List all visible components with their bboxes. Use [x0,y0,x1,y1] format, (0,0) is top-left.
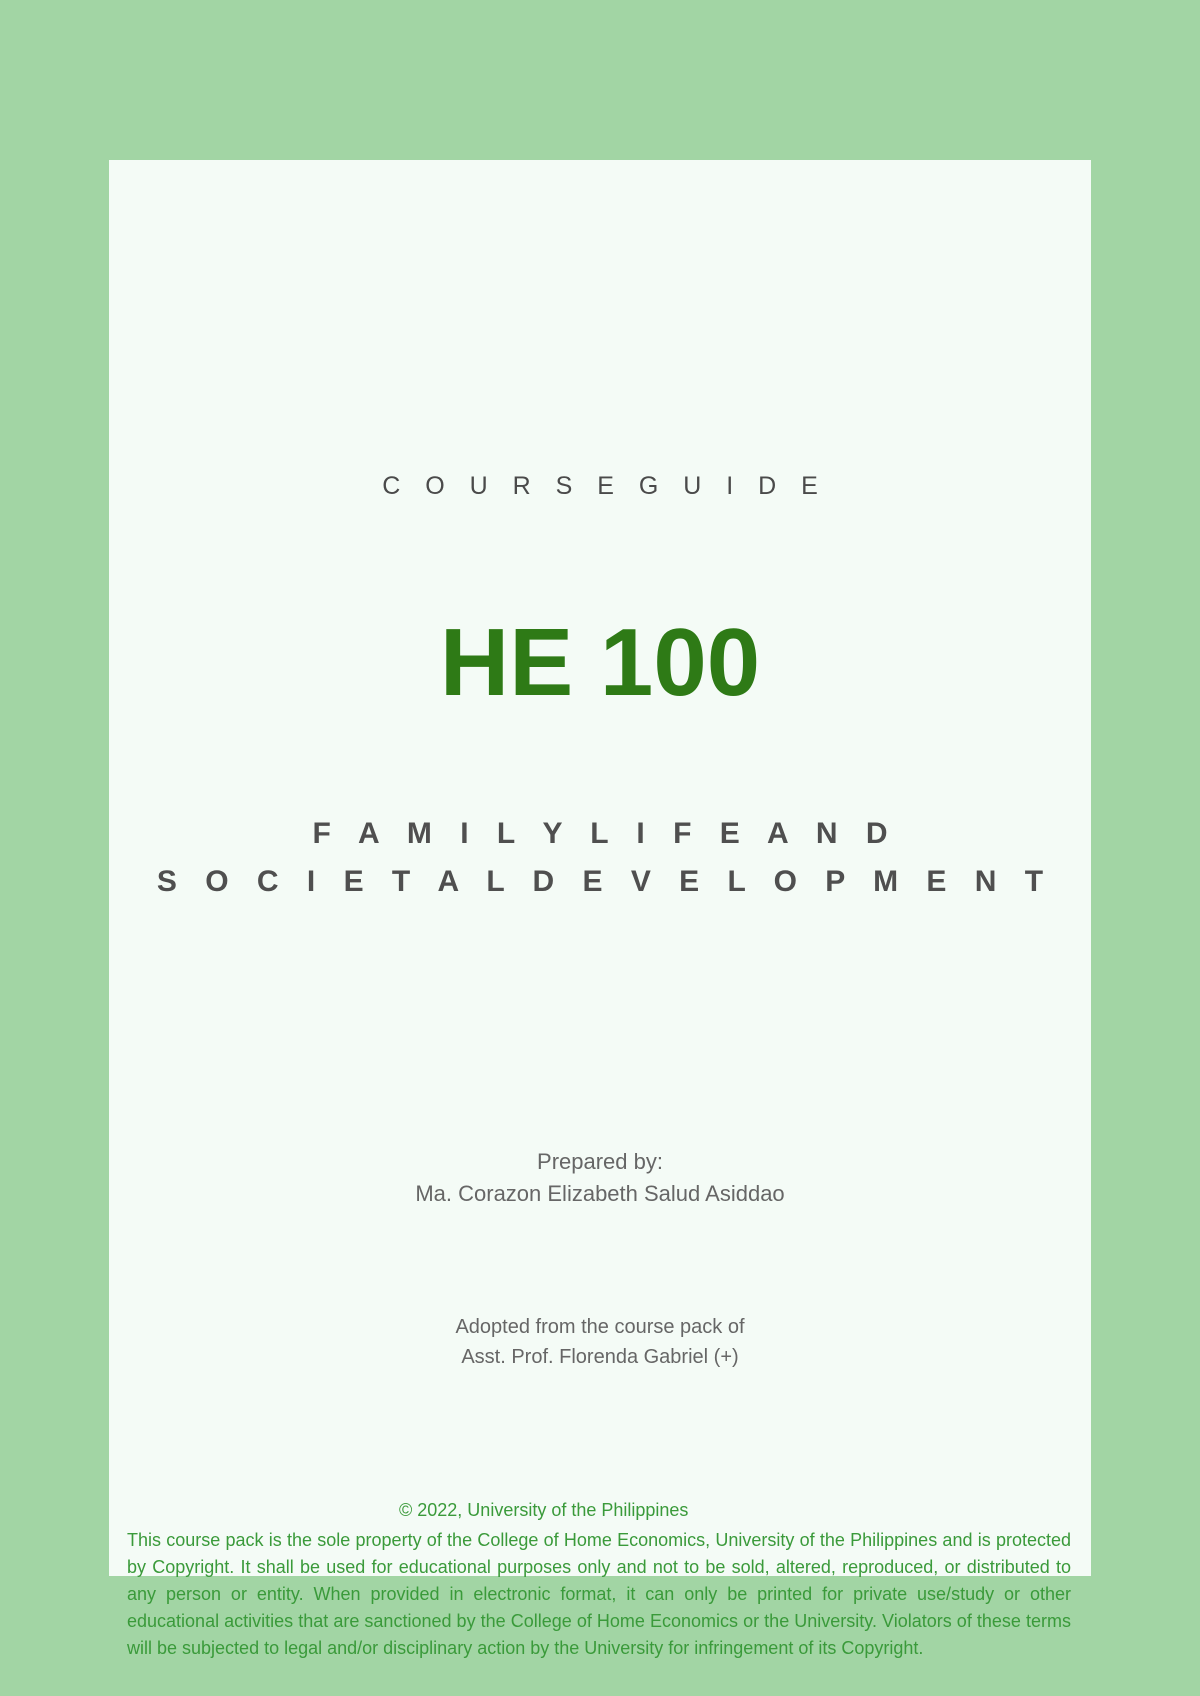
course-title-line-1: F A M I L Y L I F E A N D [312,817,898,850]
copyright-notice: This course pack is the sole property of the College of Home Economics, University of the Philippines and is protected by Copyright. It shall be used for educational purposes only and not to be sold, altered, reproduced, or distributed to any person or entity. When provided in electronic format, it can only be printed for private use/study or other educational activities that are sanctioned by the College of Home Economics or the University. Violators of these terms will be subjected to legal and/or disciplinary action by the University for infringement of its Copyright. [127,1530,1071,1658]
adopted-from-block [109,1312,1091,1372]
adopted-author-name: Asst. Prof. Florenda Gabriel (+) [461,1346,739,1368]
cover-page [109,160,1091,1658]
course-title [109,810,1091,906]
course-code: HE 100 [439,609,761,716]
copyright-line: © 2022, University of the Philippines [399,1500,689,1520]
prepared-by-label: Prepared by: [537,1149,663,1174]
prepared-by-block [109,1146,1091,1210]
course-guide-label: C O U R S E G U I D E [382,472,827,500]
course-title-line-2: S O C I E T A L D E V E L O P M E N T [156,865,1054,898]
author-name: Ma. Corazon Elizabeth Salud Asiddao [415,1181,785,1206]
adopted-from-label: Adopted from the course pack of [455,1316,745,1338]
